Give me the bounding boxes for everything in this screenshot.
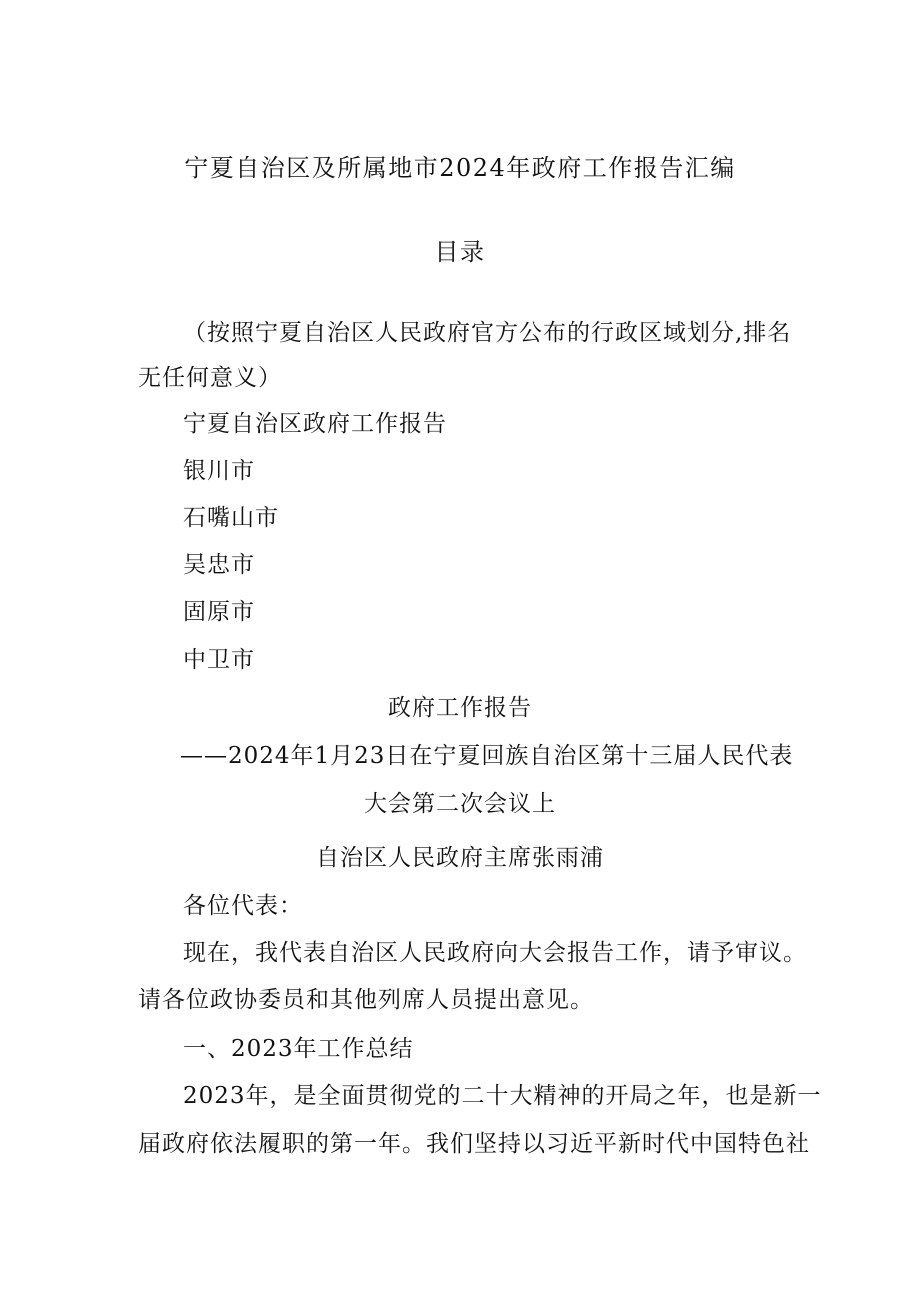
report-subtitle-line-1: ——2024年1月23日在宁夏回族自治区第十三届人民代表 (180, 743, 794, 769)
toc-item: 固原市 (183, 599, 255, 625)
paragraph-2-line-1: 2023年，是全面贯彻党的二十大精神的开局之年，也是新一 (183, 1083, 822, 1109)
toc-item: 银川市 (183, 458, 255, 484)
toc-item: 宁夏自治区政府工作报告 (183, 411, 447, 437)
note-line-1: （按照宁夏自治区人民政府官方公布的行政区域划分,排名 (183, 320, 792, 346)
note-line-2: 无任何意义） (138, 365, 282, 391)
section-heading: 一、2023年工作总结 (183, 1036, 414, 1062)
report-title: 政府工作报告 (388, 695, 532, 721)
toc-item: 中卫市 (183, 647, 255, 673)
paragraph-2-line-2: 届政府依法履职的第一年。我们坚持以习近平新时代中国特色社 (138, 1131, 810, 1157)
salutation: 各位代表： (183, 893, 303, 919)
toc-item: 吴忠市 (183, 552, 255, 578)
report-author: 自治区人民政府主席张雨浦 (316, 845, 604, 871)
paragraph-1-line-1: 现在，我代表自治区人民政府向大会报告工作，请予审议。 (183, 940, 807, 966)
paragraph-1-line-2: 请各位政协委员和其他列席人员提出意见。 (138, 987, 594, 1013)
report-subtitle-line-2: 大会第二次会议上 (364, 791, 556, 817)
toc-item: 石嘴山市 (183, 505, 279, 531)
toc-heading: 目录 (434, 238, 486, 266)
document-main-title: 宁夏自治区及所属地市2024年政府工作报告汇编 (184, 154, 736, 182)
